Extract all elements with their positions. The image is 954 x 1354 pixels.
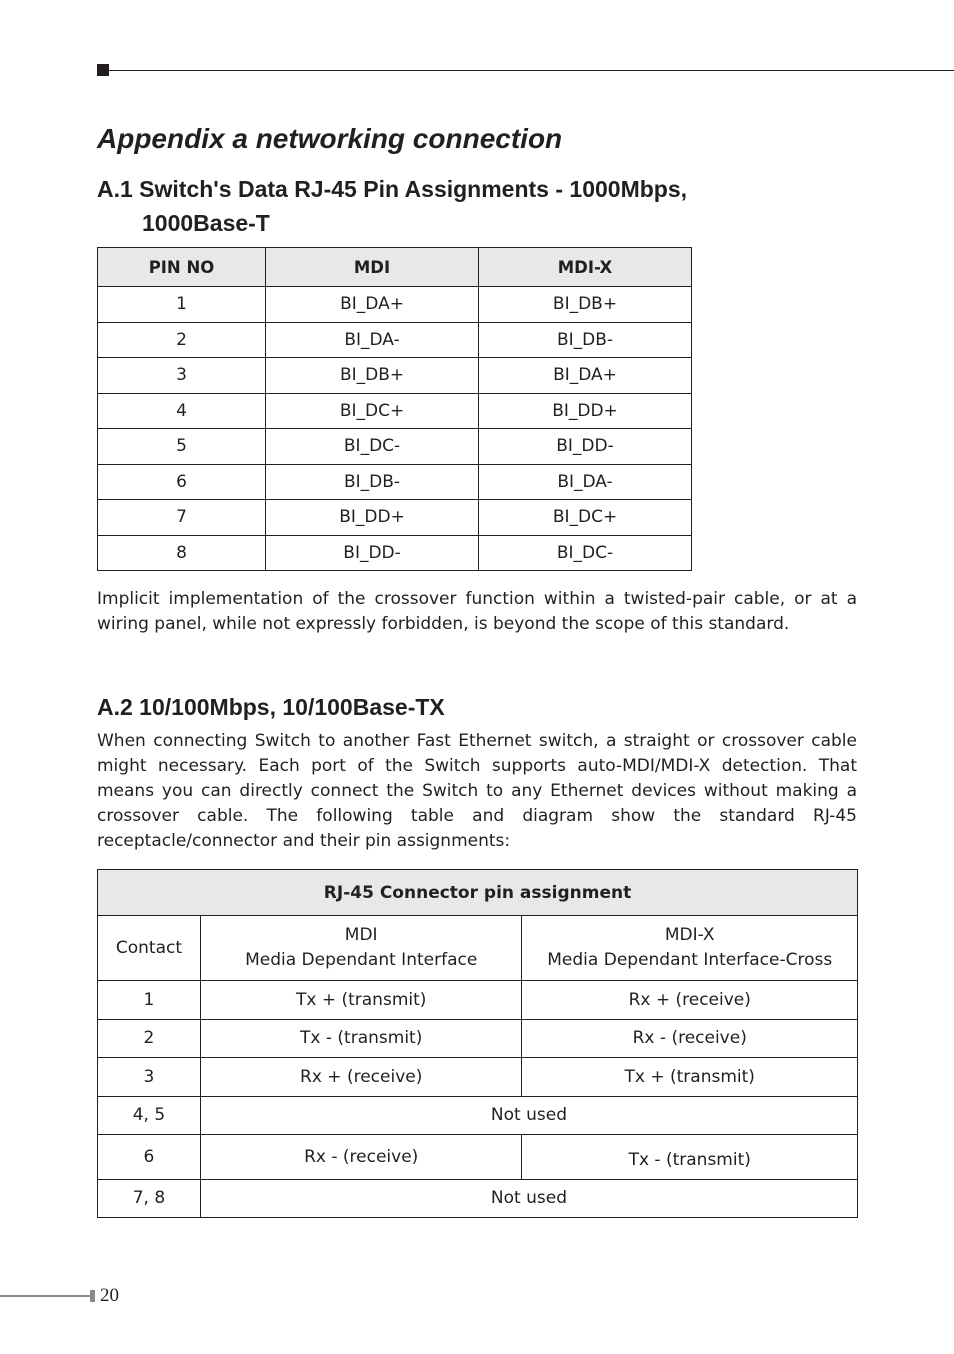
mdix-cell: Rx + (receive): [522, 981, 858, 1020]
table-row: [98, 322, 692, 358]
table-header-row: [98, 248, 692, 287]
mdix-cell: BI_DA-: [479, 464, 692, 500]
mdix-cell: Rx - (receive): [522, 1019, 858, 1058]
mdi-cell: BI_DD-: [266, 535, 479, 571]
pin-cell: 3: [98, 358, 266, 394]
header-mdi-line1: MDI: [344, 925, 378, 945]
header-contact: Contact: [98, 916, 201, 981]
header-mdi-line2: Media Dependant Interface: [245, 950, 478, 970]
table-row: [98, 1058, 858, 1097]
table-header-row: [98, 916, 858, 981]
contact-cell: 4, 5: [98, 1096, 201, 1135]
not-used-cell: Not used: [200, 1179, 857, 1218]
mdi-cell: BI_DA+: [266, 287, 479, 323]
pin-cell: 8: [98, 535, 266, 571]
section-a1-title: [97, 172, 797, 240]
header-mdi: [200, 916, 522, 981]
contact-cell: 3: [98, 1058, 201, 1097]
header-square-mark: [97, 64, 109, 76]
mdix-cell: BI_DA+: [479, 358, 692, 394]
table-row: [98, 1179, 858, 1218]
table-caption: RJ-45 Connector pin assignment: [98, 870, 858, 916]
mdix-cell: BI_DD+: [479, 393, 692, 429]
header-mdi-x: MDI-X: [479, 248, 692, 287]
table-row: [98, 1019, 858, 1058]
page-number: 20: [100, 1285, 119, 1306]
mdix-cell: BI_DC-: [479, 535, 692, 571]
header-mdix-line1: MDI-X: [664, 925, 715, 945]
mdi-cell: BI_DC-: [266, 429, 479, 465]
header-pin-no: PIN NO: [98, 248, 266, 287]
pin-cell: 4: [98, 393, 266, 429]
contact-cell: 7, 8: [98, 1179, 201, 1218]
not-used-cell: Not used: [200, 1096, 857, 1135]
mdi-cell: BI_DC+: [266, 393, 479, 429]
header-mdi-x: [522, 916, 858, 981]
mdix-cell: BI_DB+: [479, 287, 692, 323]
header-rule: [109, 70, 954, 71]
mdix-cell: BI_DC+: [479, 500, 692, 536]
table-row: [98, 287, 692, 323]
mdi-cell: BI_DB+: [266, 358, 479, 394]
table-row: [98, 1135, 858, 1180]
rj45-pin-table: [97, 869, 858, 1218]
mdi-cell: BI_DA-: [266, 322, 479, 358]
table-row: [98, 1096, 858, 1135]
gigabit-pin-table: [97, 247, 692, 571]
section-a2-body: When connecting Switch to another Fast Ethernet switch, a straight or crossover cable might necessary. Each port of the Switch supports auto-MDI/MDI-X detection. That means you can directly connect the Switch to any Ethernet devices without making a crossover cable. The following table and diagram show the standard RJ-45 receptacle/connector and their pin assignments:: [97, 731, 857, 851]
pin-cell: 6: [98, 464, 266, 500]
table-row: [98, 429, 692, 465]
table-row: [98, 981, 858, 1020]
mdi-cell: BI_DB-: [266, 464, 479, 500]
section-a1-title-line1: A.1 Switch's Data RJ-45 Pin Assignments - 1000Mbps,: [97, 176, 688, 202]
mdix-cell: BI_DB-: [479, 322, 692, 358]
section-a2-title: A.2 10/100Mbps, 10/100Base-TX: [97, 694, 445, 720]
mdix-cell: BI_DD-: [479, 429, 692, 465]
header-mdi: MDI: [266, 248, 479, 287]
crossover-note: Implicit implementation of the crossover function within a twisted-pair cable, or at a wiring panel, while not expressly forbidden, is beyond the scope of this standard.: [97, 589, 857, 634]
footer-bar-mark: [90, 1290, 95, 1302]
footer-rule: [0, 1295, 90, 1297]
mdix-cell: Tx - (transmit): [522, 1135, 858, 1180]
contact-cell: 2: [98, 1019, 201, 1058]
table-row: [98, 535, 692, 571]
page-title: Appendix a networking connection: [97, 123, 563, 154]
table-row: [98, 500, 692, 536]
header-mdix-line2: Media Dependant Interface-Cross: [547, 950, 833, 970]
table-row: [98, 393, 692, 429]
pin-cell: 2: [98, 322, 266, 358]
contact-cell: 1: [98, 981, 201, 1020]
mdi-cell: Rx - (receive): [200, 1135, 522, 1180]
table-caption-row: [98, 870, 858, 916]
mdi-cell: Tx - (transmit): [200, 1019, 522, 1058]
mdi-cell: BI_DD+: [266, 500, 479, 536]
contact-cell: 6: [98, 1135, 201, 1180]
pin-cell: 1: [98, 287, 266, 323]
mdix-cell: Tx + (transmit): [522, 1058, 858, 1097]
pin-cell: 5: [98, 429, 266, 465]
pin-cell: 7: [98, 500, 266, 536]
mdi-cell: Rx + (receive): [200, 1058, 522, 1097]
table-row: [98, 358, 692, 394]
mdi-cell: Tx + (transmit): [200, 981, 522, 1020]
table-row: [98, 464, 692, 500]
section-a1-title-line2: 1000Base-T: [142, 210, 270, 236]
